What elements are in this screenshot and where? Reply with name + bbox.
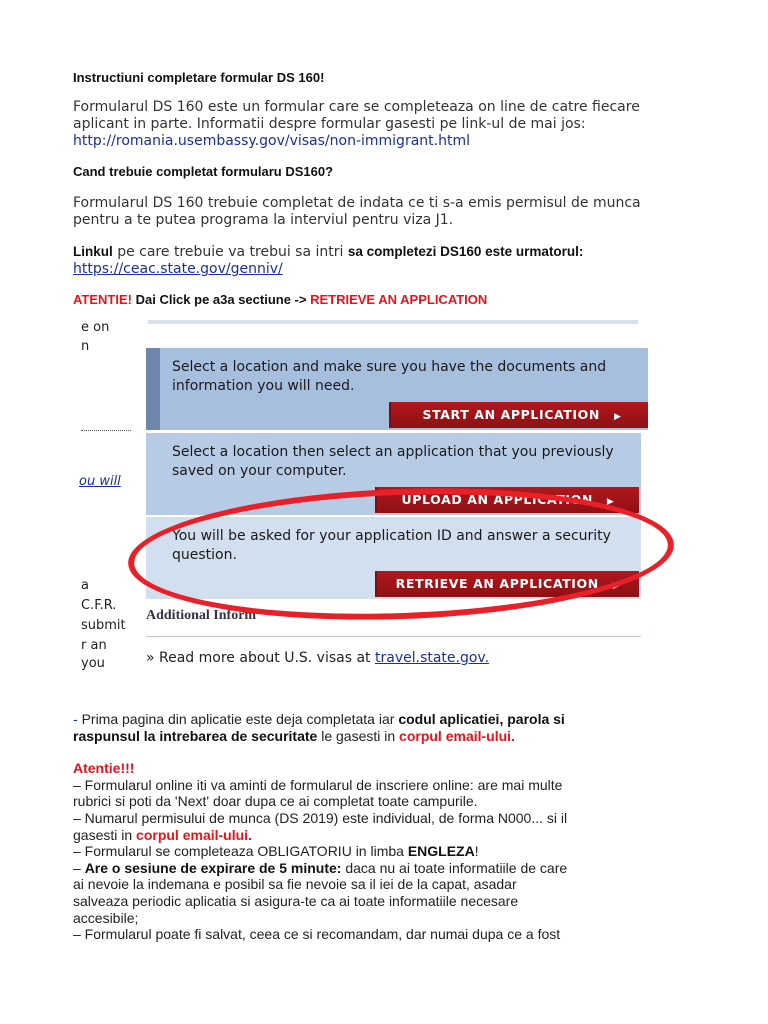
linkul-plain: pe care trebuie va trebui sa intri (112, 244, 348, 260)
button-label: START AN APPLICATION (422, 407, 600, 422)
intro-paragraph (73, 99, 693, 150)
start-application-button[interactable] (389, 402, 648, 428)
intro-line-2: aplicant in parte. Informatii despre formular gasesti pe link-ul de mai jos: (73, 116, 586, 132)
when-line-1: Formularul DS 160 trebuie completat de indata ce ti s-a emis permisul de munca (73, 195, 641, 211)
note-line: – Are o sesiune de expirare de 5 minute: daca nu ai toate informatiile de care (73, 859, 568, 876)
fragment-text: submit (81, 618, 126, 633)
additional-info-heading: Additional Inform (146, 608, 257, 623)
linkul-paragraph (73, 243, 693, 278)
when-heading: Cand trebuie completat formularu DS160? (73, 164, 334, 179)
bullet-dash: - (73, 711, 82, 727)
button-label: UPLOAD AN APPLICATION (401, 492, 593, 507)
fragment-text: n (81, 339, 90, 354)
read-more-line (146, 650, 489, 666)
note-line: – Formularul se completeaza OBLIGATORIU in limba ENGLEZA! (73, 843, 479, 860)
note-line: ai nevoie la indemana e posibil sa fie nevoie sa il iei de la capat, asadar (73, 876, 517, 893)
dotted-divider (81, 430, 131, 431)
ceac-link[interactable]: https://ceac.state.gov/genniv/ (73, 261, 283, 277)
document-title: Instructiuni completare formular DS 160! (73, 70, 325, 85)
fragment-text: a (81, 578, 89, 593)
fragment-text: r an (81, 638, 107, 653)
when-line-2: pentru a te putea programa la interviul pentru viza J1. (73, 212, 454, 228)
retrieve-label: RETRIEVE AN APPLICATION (310, 292, 488, 307)
linkul-bold-2: sa completezi DS160 este urmatorul: (347, 244, 584, 259)
fragment-text: you (81, 656, 105, 671)
note-line: – Formularul poate fi salvat, ceea ce si recomandam, dar numai dupa ce a fost (73, 926, 561, 943)
note-line: rubrici si poti da 'Next' doar dupa ce ai completat toate campurile. (73, 793, 478, 810)
top-divider (148, 320, 638, 324)
note-line: – Formularul online iti va aminti de formularul de inscriere online: are mai multe (73, 776, 563, 793)
usembassy-link[interactable]: http://romania.usembassy.gov/visas/non-immigrant.html (73, 133, 470, 149)
travel-state-link[interactable]: travel.state.gov. (375, 650, 490, 666)
note-line: accesibile; (73, 909, 139, 926)
atentie-notes-heading: Atentie!!! (73, 760, 135, 777)
play-arrow-icon: ▶ (606, 497, 615, 507)
panel-description: Select a location and make sure you have the documents and information you will need. (172, 359, 607, 394)
play-arrow-icon: ▶ (612, 581, 621, 591)
intro-line-1: Formularul DS 160 este un formular care se completeaza on line de catre fiecare (73, 99, 640, 115)
atentie-line (73, 292, 693, 307)
atentie-label: ATENTIE! (73, 292, 132, 307)
fragment-text: C.F.R. (81, 598, 117, 613)
fragment-text: e on (81, 320, 110, 335)
linkul-bold: Linkul (73, 244, 113, 259)
note-line: gasesti in corpul email-ului. (73, 826, 252, 843)
note-line-1: - Prima pagina din aplicatie este deja completata iar codul aplicatiei, parola si (73, 711, 565, 727)
play-arrow-icon: ▶ (613, 412, 622, 422)
note-line: – Numarul permisului de munca (DS 2019) este individual, de forma N000... si il (73, 809, 568, 826)
note-line-2: raspunsul la intrebarea de securitate le gasesti in corpul email-ului. (73, 727, 515, 744)
panel-description: You will be asked for your application ID and answer a security question. (172, 528, 611, 563)
section-divider (146, 636, 641, 637)
fragment-link[interactable]: ou will (79, 474, 121, 489)
note-line: salveaza periodic aplicatia si asigura-te ca ai toate informatiile necesare (73, 892, 519, 909)
notes-section (73, 711, 693, 943)
button-label: RETRIEVE AN APPLICATION (395, 576, 599, 591)
panel-description: Select a location then select an application that you previously saved on your computer. (172, 444, 614, 479)
read-more-text: » Read more about U.S. visas at (146, 650, 375, 666)
when-paragraph (73, 195, 693, 229)
atentie-instruction: Dai Click pe a3a sectiune -> (131, 292, 311, 307)
start-application-panel (146, 348, 648, 430)
